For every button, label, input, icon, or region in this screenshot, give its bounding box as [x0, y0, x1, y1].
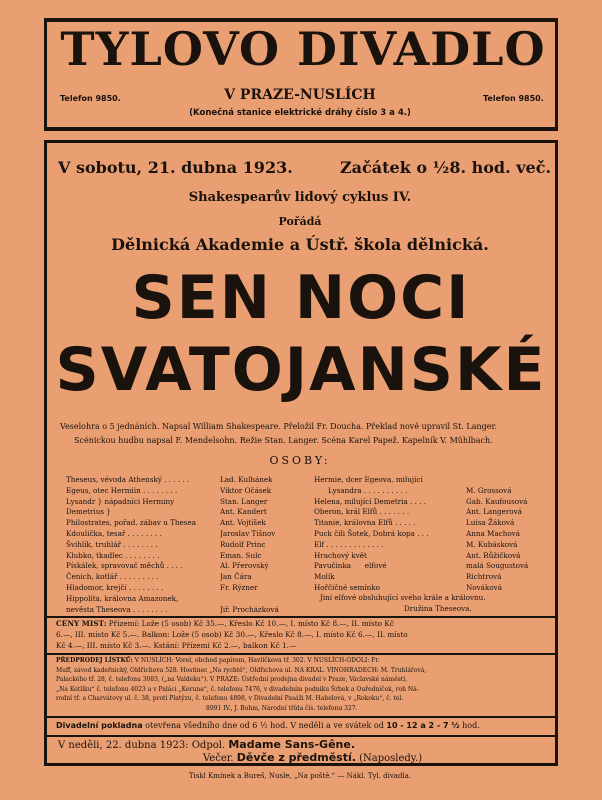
prices-block — [56, 618, 552, 651]
cast-role: Philostrates, pořad. zábav u Thesea — [66, 518, 197, 528]
cast-role: nevěsta Theseova . . . . . . . . — [66, 604, 168, 614]
cast-role: Lysandr } nápadníci Herminy — [66, 496, 175, 506]
next-evening-note: (Naposledy.) — [359, 753, 423, 764]
cast-actor: M. Grossová — [466, 485, 512, 495]
cast-role: Hrachový květ — [314, 550, 367, 560]
cast-role: Theseus, vévoda Athenský . . . . . . — [66, 475, 190, 484]
box-office-suffix: hod. — [462, 721, 480, 730]
main-border-top — [44, 140, 558, 143]
presale-line-4: „Na Kotlíku“ č. telefonu 4023 a v Paláci „Koruna“, č. telefonu 7476, v divadelním podniku Šrbek a Ouředníček, roh Ná- — [56, 685, 419, 693]
cycle-name: Shakespearův lidový cyklus IV. — [188, 190, 412, 205]
divider — [47, 735, 555, 737]
presale-line-3: Palackého tř. 28, č. telefonu 3083, („na Valdeku“). V PRAZE: Ústřední prodejna divadel v Praze, Václavské náměstí, — [56, 676, 408, 684]
cast-role: Hermie, dcer Egeova, milující — [314, 475, 423, 484]
cast-role: Pavučinka elfové — [314, 561, 387, 571]
prices-line-1 — [56, 618, 552, 629]
cast-role: Lysandra . . . . . . . . . . — [328, 485, 408, 495]
cast-actor — [220, 594, 305, 605]
cast-actor: Luisa Žáková — [466, 518, 515, 528]
cast-heading: OSOBY: — [269, 454, 331, 467]
cast-left-actors — [220, 475, 305, 615]
cast-actor: Gab. Kaufousová — [466, 496, 528, 506]
next-evening-play: Děvče z předměstí. — [236, 751, 356, 764]
next-evening-line — [203, 751, 422, 765]
next-sunday-play: Madame Sans-Gêne. — [228, 738, 355, 751]
performance-date: V sobotu, 21. dubna 1923. — [58, 158, 293, 177]
cast-actor: Stan. Langer — [220, 496, 268, 506]
cast-actor: Ant. Vojtíšek — [220, 518, 266, 528]
presale-line-1 — [56, 656, 552, 666]
cast-actor — [466, 475, 551, 486]
header-border-right — [555, 18, 558, 130]
play-title-line-1: SEN NOCI — [131, 263, 471, 333]
cast-footnote-1: Jiní elfové obsluhující svého krále a královnu. — [320, 593, 486, 602]
cast-actor: Rudolf Princ — [220, 539, 266, 549]
cast-actor: Nováková — [466, 582, 502, 592]
cast-role: Hippolita, královna Amazonek, — [66, 593, 179, 603]
theatre-name: TYLOVO DIVADLO — [60, 22, 546, 76]
box-office-label: Divadelní pokladna — [56, 721, 143, 730]
cast-actor: Al. Přerovský — [220, 561, 269, 571]
cast-role: Molík — [314, 572, 335, 582]
cast-role: Elf . . . . . . . . . . . . . — [314, 539, 384, 549]
cast-role: Švihlík, truhlář . . . . . . . . — [66, 539, 158, 549]
cast-role: Egeus, otec Hermiin . . . . . . . . — [66, 485, 178, 495]
cast-actor: Anna Machová — [466, 528, 520, 538]
box-office-text: otevřena všedního dne od 6 ½ hod. V neděli a ve svátek od — [145, 721, 384, 730]
main-border-left — [44, 140, 47, 766]
phone-right: Telefon 9850. — [483, 94, 544, 103]
cast-actor: malá Sougustová — [466, 561, 529, 571]
cast-actor: Fr. Rýzner — [220, 582, 258, 592]
tram-note: (Konečná stanice elektrické dráhy číslo 3 a 4.) — [189, 108, 411, 118]
header-border-left — [44, 18, 47, 130]
prices-text: Přízemí: Lože (5 osob) Kč 35.—, Křeslo Kč 10.—, I. místo Kč 8.—, II. místo Kč — [108, 619, 394, 628]
cast-actor: Jiř. Procházková — [220, 604, 279, 614]
divider — [47, 716, 555, 718]
presale-line-5: rodní tř. a Charvátovy ul. č. 38, proti Platýzu, č. telefonu 4898, v Divadelní Pasáži M. Habelová, v „Rokoku“, č. tel. — [56, 695, 404, 703]
cast-actor: Richtrová — [466, 572, 502, 582]
box-office-hours: 10 - 12 a 2 - 7 ½ — [386, 721, 460, 730]
divider — [47, 653, 555, 655]
cast-actor: Ant. Langerová — [466, 507, 522, 517]
organizer: Dělnická Akademie a Ústř. škola dělnická. — [111, 235, 489, 254]
prices-line-2: 6.—, III. místo Kč 5.—. Balkon: Lože (5 osob) Kč 30.—, Křeslo Kč 8.—, I. místo Kč 6.—, II. místo — [56, 630, 408, 639]
cast-actor: Ant. Kandert — [220, 507, 267, 517]
header-border-bottom — [44, 127, 558, 131]
cast-role: Helena, milující Demetria . . . . — [314, 496, 427, 506]
credits — [60, 420, 550, 448]
presale-line-2: Muff, závod kadeřnický, Oldřichova 528. Hostinec „Na rychtě“, Oldřichova ul. NA KRAL. VINOHRADECH: M. Truhlářová, — [56, 666, 427, 674]
cast-right-roles — [314, 475, 464, 594]
cast-right-actors — [466, 475, 551, 594]
credits-line-1: Veselohra o 5 jednáních. Napsal William Shakespeare. Přeložil Fr. Doucha. Překlad nově upravil St. Langer. — [60, 422, 497, 431]
prices-line-3: Kč 4.—, III. místo Kč 3.—. Kstání: Přízemí Kč 2.—, balkon Kč 1.— — [56, 641, 297, 650]
cast-actor: Ant. Růžičková — [466, 550, 521, 560]
cast-actor: Eman. Sulc — [220, 550, 262, 560]
start-time: Začátek o ½8. hod. več. — [340, 158, 552, 177]
next-evening-label: Večer. — [203, 753, 234, 764]
cast-role: Puck čili Šotek, Dobrá kopa . . . — [314, 528, 429, 538]
theatre-location: V PRAZE-NUSLÍCH — [224, 87, 376, 103]
cast-footnote-2: Družina Theseova. — [404, 604, 472, 613]
cast-role: Titanie, královna Elfů . . . . . — [314, 518, 416, 528]
cast-role: Kdoulička, tesař . . . . . . . . — [66, 528, 162, 538]
cast-actor: Jaroslav Tišnov — [220, 528, 276, 538]
cast-actor: Viktor Očásek — [220, 485, 272, 495]
credits-line-2: Scénickou hudbu napsal F. Mendelsohn. Režie Stan. Langer. Scéna Karel Papež. Kapelník V. Mühlbach. — [74, 436, 493, 445]
cast-role: Klubko, tkadlec . . . . . . . . — [66, 550, 160, 560]
cast-left-roles — [66, 475, 216, 615]
presale-line-6: 8991 IV., J. Bohm, Národní třída čís. telefonu 327. — [206, 704, 358, 712]
cast-actor: M. Kubásková — [466, 539, 518, 549]
printer-imprint: Tiskl Kmínek a Bureš, Nusle, „Na poště.“ — Nákl. Tyl. divadla. — [188, 772, 412, 780]
presale-block — [56, 656, 552, 714]
cast-role: Demetrius } — [66, 507, 111, 517]
phone-left: Telefon 9850. — [60, 94, 121, 103]
box-office-line — [56, 719, 556, 733]
presale-text: V NUSLÍCH: Vorel, obchod papírem, Havlíčkova tř. 302. V NUSLÍCH-ODOLI: Fr. — [134, 657, 380, 664]
cast-role: Pískálek, spravovač měchů . . . . — [66, 561, 183, 571]
cast-role: Oberon, král Elfů . . . . . . . — [314, 507, 410, 517]
cast-role: Čenich, kotlář . . . . . . . . . — [66, 572, 159, 582]
cast-actor: Lad. Kulhánek — [220, 475, 273, 484]
cast-role: Hořčičné semínko — [314, 582, 380, 592]
presale-label: PŘEDPRODEJ LÍSTKŮ: — [56, 657, 133, 664]
main-border-right — [555, 140, 558, 766]
cast-role: Hladomor, krejčí . . . . . . . . — [66, 582, 164, 592]
play-title-line-2: SVATOJANSKÉ — [55, 335, 547, 405]
next-sunday-date: V neděli, 22. dubna 1923: Odpol. — [58, 740, 226, 751]
prices-label: CENY MIST: — [56, 619, 107, 628]
cast-actor: Jan Čára — [220, 572, 252, 582]
organizer-label: Pořádá — [278, 215, 322, 228]
